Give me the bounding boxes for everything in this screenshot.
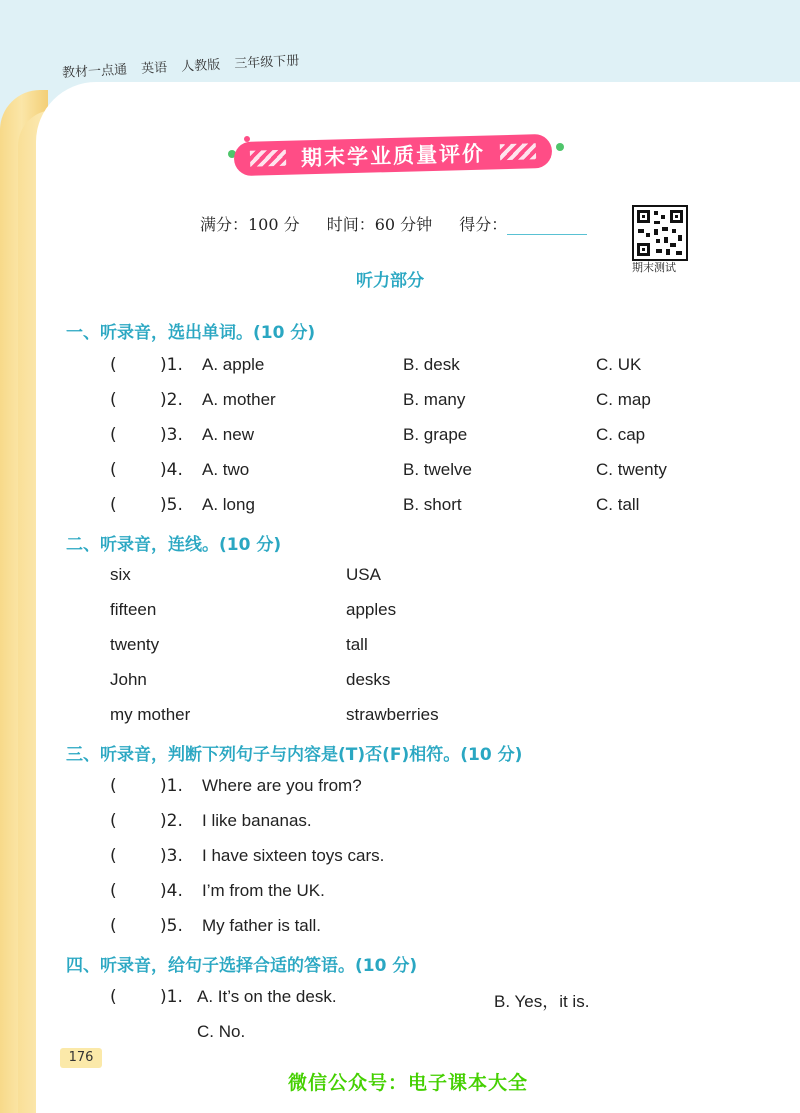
question-number: )1. [160, 987, 183, 1007]
footer-watermark: 微信公众号：电子课本大全 [288, 1072, 529, 1094]
option-a: A. It’s on the desk. [197, 987, 337, 1006]
banner-dot-right [556, 143, 564, 151]
match-right-item[interactable]: strawberries [346, 705, 439, 724]
listening-section-title: 听力部分 [356, 271, 424, 291]
header-edition: 人教版 [180, 57, 221, 75]
question-number: )2. [160, 390, 183, 410]
page-number: 176 [60, 1048, 102, 1068]
answer-paren[interactable]: ( [110, 916, 117, 936]
header-book: 教材一点通 [61, 62, 128, 81]
sentence-text: My father is tall. [202, 916, 322, 935]
option-b: B. desk [403, 355, 460, 374]
answer-paren[interactable]: ( [110, 425, 117, 445]
answer-paren[interactable]: ( [110, 460, 117, 480]
page-title: 期末学业质量评价 [300, 141, 486, 171]
option-b: B. short [403, 495, 462, 514]
answer-paren[interactable]: ( [110, 881, 117, 901]
sentence-text: I’m from the UK. [202, 881, 325, 900]
option-c: C. tall [596, 495, 640, 514]
section4-heading: 四、听录音，给句子选择合适的答语。(10 分) [66, 956, 418, 976]
question-number: )1. [160, 776, 183, 796]
option-b: B. Yes，it is. [494, 992, 590, 1011]
header-subject: 英语 [140, 60, 168, 77]
option-b: B. grape [403, 425, 468, 444]
option-b: B. many [403, 390, 466, 409]
match-right-item[interactable]: apples [346, 600, 397, 619]
answer-paren[interactable]: ( [110, 987, 117, 1007]
question-number: )3. [160, 846, 183, 866]
full-score: 满分：100 分 [200, 215, 300, 234]
option-a: A. two [202, 460, 250, 479]
option-c: C. twenty [596, 460, 667, 479]
option-c: C. cap [596, 425, 646, 444]
score-label: 得分： [459, 215, 609, 234]
option-a: A. new [202, 425, 254, 444]
match-left-item[interactable]: my mother [110, 705, 191, 724]
question-number: )3. [160, 425, 183, 445]
match-left-item[interactable]: John [110, 670, 147, 689]
match-left-item[interactable]: twenty [110, 635, 160, 654]
qr-code-icon[interactable] [632, 205, 688, 261]
answer-paren[interactable]: ( [110, 846, 117, 866]
answer-paren[interactable]: ( [110, 495, 117, 515]
match-right-item[interactable]: desks [346, 670, 391, 689]
page-header [62, 49, 310, 81]
option-b: B. twelve [403, 460, 472, 479]
qr-label: 期末测试 [632, 261, 676, 274]
answer-paren[interactable]: ( [110, 355, 117, 375]
option-a: A. apple [202, 355, 265, 374]
answer-paren[interactable]: ( [110, 776, 117, 796]
question-number: )4. [160, 881, 183, 901]
section3-heading: 三、听录音，判断下列句子与内容是(T)否(F)相符。(10 分) [66, 745, 523, 765]
answer-paren[interactable]: ( [110, 811, 117, 831]
sentence-text: Where are you from? [202, 776, 362, 795]
match-right-item[interactable]: USA [346, 565, 381, 584]
question-number: )2. [160, 811, 183, 831]
sentence-text: I have sixteen toys cars. [202, 846, 385, 865]
banner-stripe-left [250, 150, 286, 167]
option-a: A. long [202, 495, 255, 514]
option-c: C. map [596, 390, 651, 409]
question-number: )5. [160, 495, 183, 515]
sentence-text: I like bananas. [202, 811, 312, 830]
option-a: A. mother [202, 390, 276, 409]
match-left-item[interactable]: six [110, 565, 131, 584]
time-limit: 时间：60 分钟 [326, 215, 433, 234]
score-line [200, 212, 609, 235]
match-left-item[interactable]: fifteen [110, 600, 157, 619]
section2-heading: 二、听录音，连线。(10 分) [66, 535, 282, 555]
header-grade: 三年级下册 [233, 53, 300, 72]
section1-heading: 一、听录音，选出单词。(10 分) [66, 323, 316, 343]
question-number: )4. [160, 460, 183, 480]
question-number: )1. [160, 355, 183, 375]
answer-paren[interactable]: ( [110, 390, 117, 410]
option-c: C. UK [596, 355, 642, 374]
match-right-item[interactable]: tall [346, 635, 368, 654]
option-c: C. No. [197, 1022, 246, 1041]
banner-stripe-right [500, 143, 536, 160]
question-number: )5. [160, 916, 183, 936]
score-blank[interactable] [507, 216, 587, 235]
